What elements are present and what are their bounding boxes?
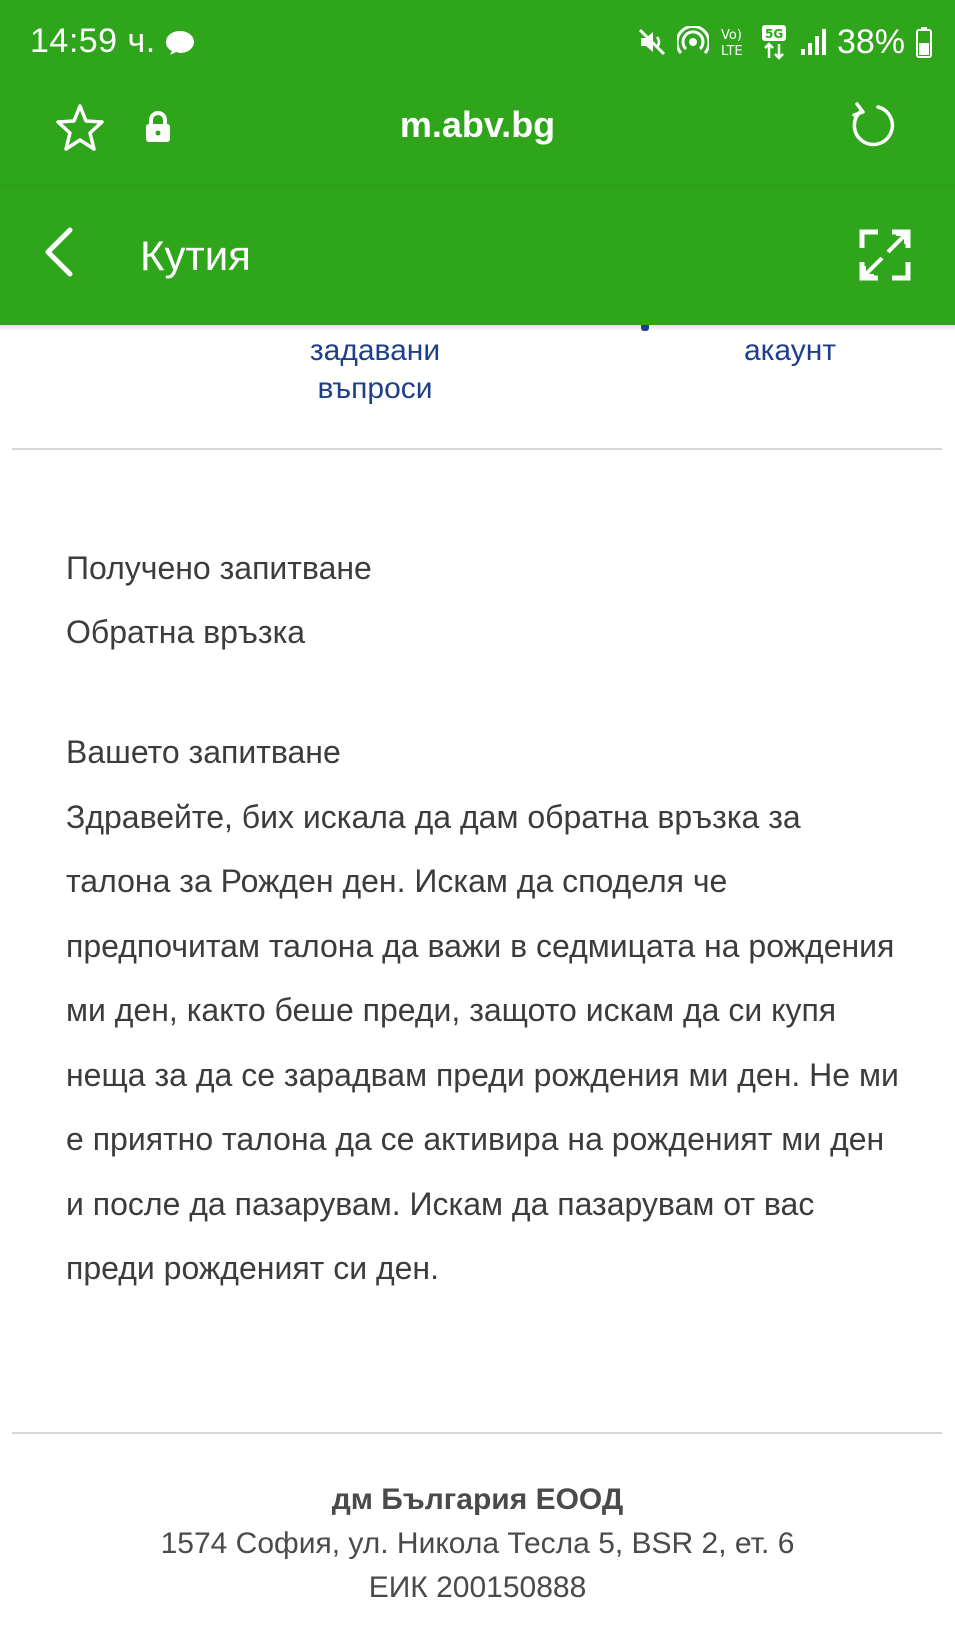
expand-icon[interactable]: [858, 228, 912, 282]
account-link[interactable]: акаунт: [743, 334, 837, 367]
5g-icon: [759, 24, 789, 60]
svg-text:Vo): Vo): [720, 28, 742, 43]
footer-eik: ЕИК 200150888: [368, 1571, 587, 1604]
divider: [12, 1432, 942, 1434]
footer-address: 1574 София, ул. Никола Тесла 5, BSR 2, ет. 6: [160, 1527, 795, 1560]
app-title: Кутия: [140, 232, 251, 279]
subject-line: Получено запитване: [66, 550, 372, 586]
hotspot-icon: [677, 26, 709, 58]
divider: [12, 448, 942, 450]
signal-icon: [799, 27, 827, 57]
reload-icon[interactable]: [848, 100, 898, 150]
message-body: [66, 720, 906, 1301]
app-header: [0, 186, 955, 325]
message-subject: [66, 536, 906, 664]
subject-line: Обратна връзка: [66, 614, 306, 650]
footer: [0, 1478, 955, 1610]
battery-icon: [915, 26, 933, 58]
url-text[interactable]: m.abv.bg: [399, 104, 556, 145]
volte-icon: [719, 25, 749, 59]
svg-text:LTE: LTE: [720, 44, 743, 59]
chat-bubble-icon: [165, 30, 195, 56]
svg-text:5G: 5G: [764, 27, 784, 41]
browser-url-bar: [0, 86, 955, 186]
back-icon[interactable]: [40, 226, 76, 278]
body-text: Здравейте, бих искала да дам обратна връзка за талона за Рожден ден. Искам да споделя че предпочитам талона да важи в седмицата на рождения ми ден, както беше преди, защото искам да си купя неща за да се зарадвам преди рождения ми ден. Не ми е приятно талона да се активира на рожденият ми ден и после да пазарувам. Искам да пазарувам от вас преди рожденият си ден.: [66, 798, 899, 1286]
footer-company: дм България ЕООД: [331, 1483, 624, 1516]
mute-icon: [637, 27, 667, 57]
status-bar: [0, 0, 955, 86]
body-label: Вашето запитване: [66, 734, 341, 770]
battery-percent: 38%: [836, 22, 905, 61]
header-shadow: [0, 325, 955, 331]
cut-off-link-fragment: [641, 325, 649, 331]
status-time: 14:59 ч.: [30, 22, 156, 60]
faq-link[interactable]: задавани въпроси: [309, 334, 441, 405]
status-icons: [637, 20, 933, 64]
